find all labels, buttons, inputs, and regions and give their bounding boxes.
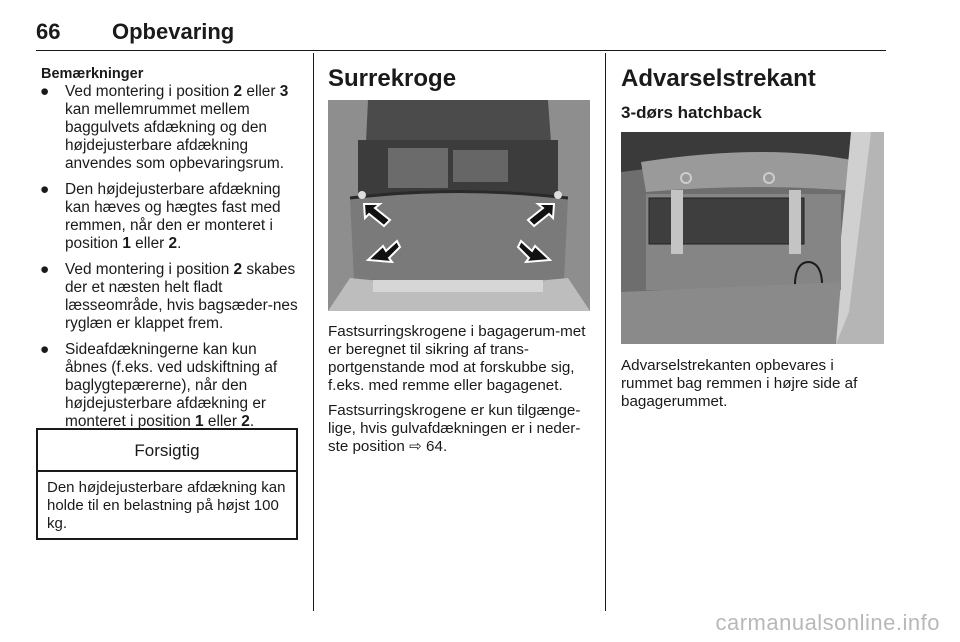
list-item-text: Sideafdækningerne kan kun åbnes (f.eks. ved udskiftning af baglygtepærerne), når den højdejusterbare afdækning er monteret i position 1 eller 2. xyxy=(65,341,278,430)
bullet-icon: ● xyxy=(40,83,50,100)
column-divider-2 xyxy=(605,53,606,611)
caution-text: Den højdejusterbare afdækning kan holde til en belastning på højst 100 kg. xyxy=(47,479,286,532)
notes-column xyxy=(38,66,300,439)
caution-title: Forsigtig xyxy=(38,430,296,472)
bullet-icon: ● xyxy=(40,341,50,358)
list-item xyxy=(38,181,300,253)
page-title: Opbevaring xyxy=(112,19,235,44)
lashing-hooks-figure xyxy=(328,100,590,311)
section-title-lashing-hooks: Surrekroge xyxy=(328,65,457,92)
lashing-hooks-paragraph-1: Fastsurringskrogene i bagagerum-met er beregnet til sikring af trans-portgenstande mod at forskubbe sig, f.eks. med remme eller bagagenet. xyxy=(328,323,586,394)
list-item xyxy=(38,261,300,333)
arrow-reference-icon: ⇨ xyxy=(409,438,422,455)
header-divider xyxy=(36,50,886,51)
lashing-hooks-text xyxy=(328,323,590,456)
bullet-icon: ● xyxy=(40,181,50,198)
section-subtitle-3-door-hatchback: 3-dørs hatchback xyxy=(621,103,762,122)
caution-box xyxy=(36,428,298,540)
page-reference[interactable]: 64 xyxy=(426,438,443,455)
watermark: carmanualsonline.info xyxy=(715,610,940,635)
lashing-hooks-paragraph-2: Fastsurringskrogene er kun tilgænge-lige, hvis gulvafdækningen er i neder-ste position ⇨ 64. xyxy=(328,402,581,455)
list-item xyxy=(38,83,300,173)
bullet-icon: ● xyxy=(40,261,50,278)
page-number: 66 xyxy=(36,19,61,44)
list-item-text: Den højdejusterbare afdækning kan hæves og hægtes fast med remmen, når den er monteret i position 1 eller 2. xyxy=(65,181,281,252)
list-item-text: Ved montering i position 2 eller 3 kan mellemrummet mellem baggulvets afdækning og den højdejusterbare afdækning anvendes som opbevaringsrum. xyxy=(65,83,289,172)
section-title-warning-triangle: Advarselstrekant xyxy=(621,65,816,92)
warning-triangle-figure xyxy=(621,132,884,344)
list-item xyxy=(38,341,300,431)
column-divider-1 xyxy=(313,53,314,611)
warning-triangle-paragraph: Advarselstrekanten opbevares i rummet bag remmen i højre side af bagagerummet. xyxy=(621,357,858,410)
list-item-text: Ved montering i position 2 skabes der et næsten helt fladt læsseområde, hvis bagsæder-nes ryglæn er klappet frem. xyxy=(65,261,298,332)
notes-heading: Bemærkninger xyxy=(41,66,144,82)
notes-list xyxy=(38,83,300,431)
